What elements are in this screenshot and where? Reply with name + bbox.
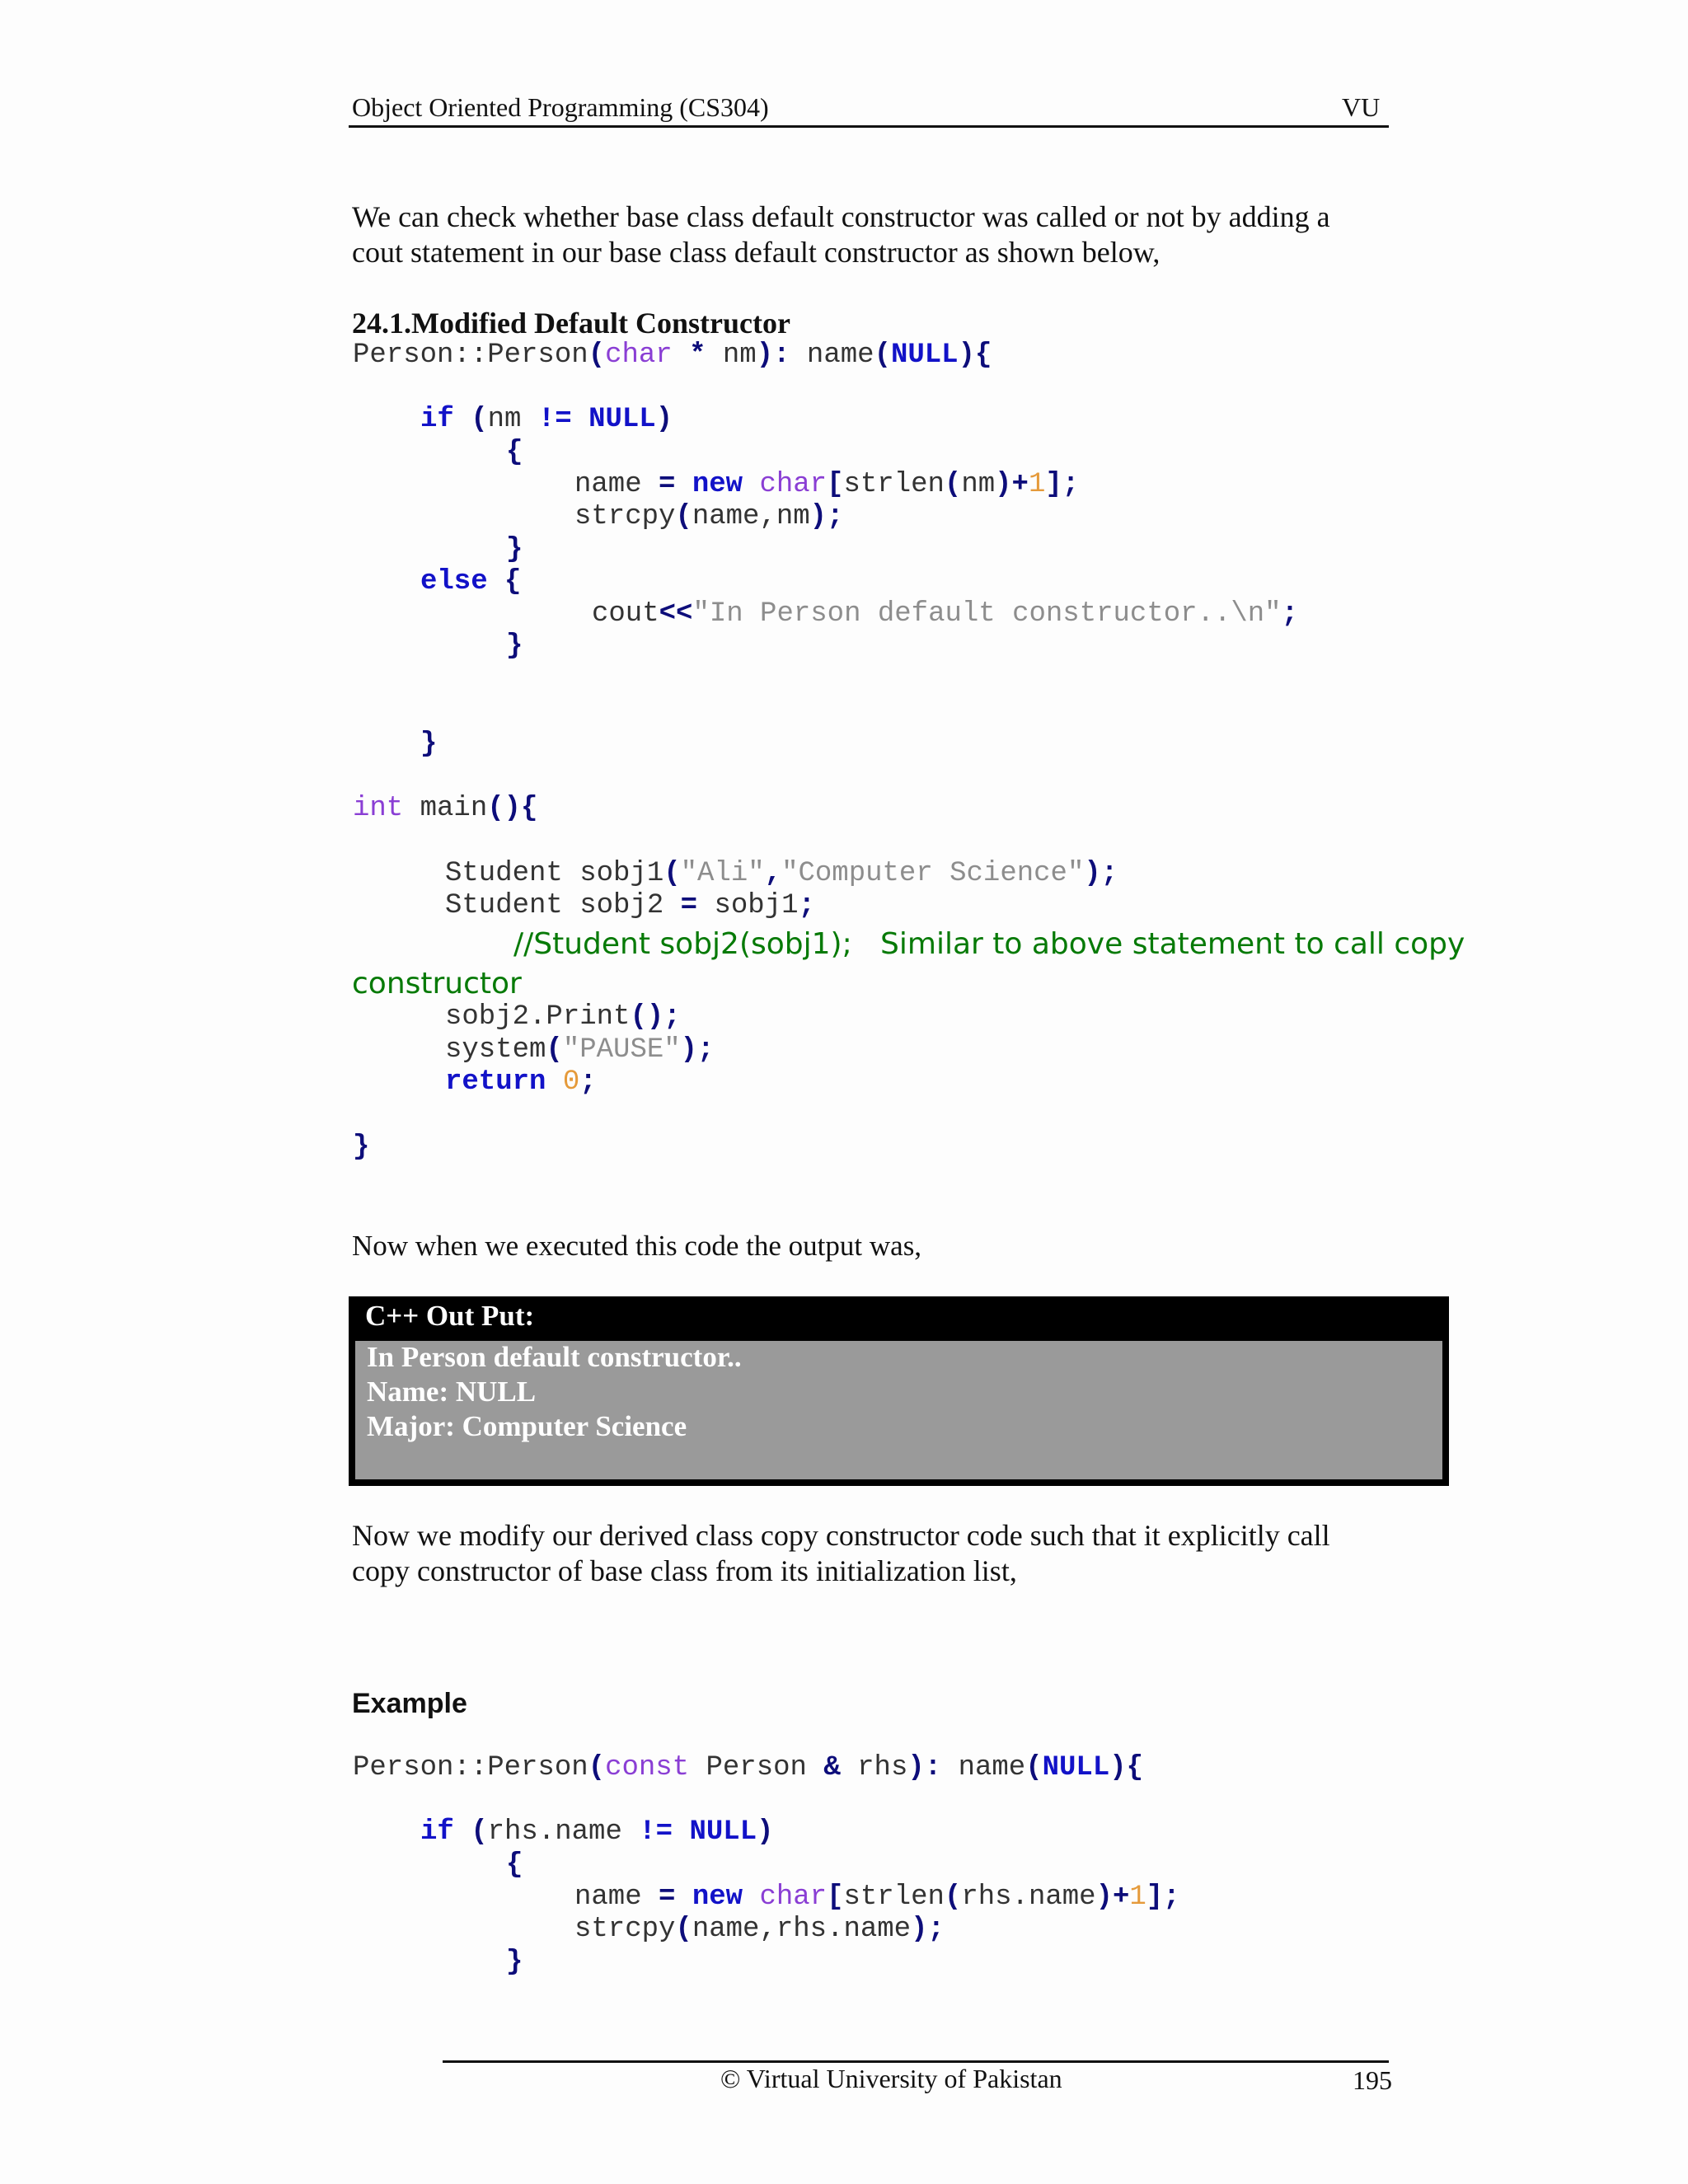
code-token: "Ali" <box>680 858 765 889</box>
output-line: In Person default constructor.. <box>367 1341 742 1373</box>
output-box-title: C++ Out Put: <box>365 1300 535 1332</box>
page-header-title: Object Oriented Programming (CS304) <box>352 92 769 122</box>
code-token: main <box>403 793 488 824</box>
code-token: << <box>659 598 693 630</box>
code-token: rhs <box>840 1752 908 1783</box>
code-token: { <box>506 437 523 468</box>
code-token: != <box>639 1816 673 1848</box>
code-token: = <box>680 890 698 921</box>
code-line <box>445 858 1118 890</box>
code-token: ( <box>1025 1752 1043 1783</box>
page-number: 195 <box>1353 2065 1392 2095</box>
code-token: * <box>689 340 706 371</box>
code-token: ){ <box>958 340 992 371</box>
code-token: } <box>506 630 523 662</box>
code-token: strlen <box>843 1882 945 1913</box>
code-token: Student sobj1 <box>445 858 664 889</box>
code-token: ( <box>675 501 692 532</box>
modify-line-1: Now we modify our derived class copy constructor code such that it explicitly call <box>352 1519 1330 1552</box>
code-line <box>574 469 1079 501</box>
code-line <box>445 1001 681 1033</box>
code-token: system <box>445 1034 546 1066</box>
code-token: name <box>790 340 874 371</box>
code-token: NULL <box>689 1816 757 1848</box>
code-line <box>420 404 673 436</box>
code-token: name <box>941 1752 1026 1783</box>
output-line: Name: NULL <box>367 1376 537 1408</box>
code-token: (); <box>630 1001 681 1033</box>
code-token: { <box>506 1849 523 1881</box>
code-token <box>743 1882 759 1913</box>
code-line <box>353 793 537 825</box>
code-line <box>506 630 523 663</box>
code-token: strcpy <box>574 501 676 532</box>
code-token <box>743 469 759 500</box>
code-token: ); <box>1084 858 1118 889</box>
code-token: ( <box>944 469 962 500</box>
code-line <box>506 437 523 469</box>
code-line <box>574 501 843 533</box>
code-token: char <box>759 469 828 500</box>
code-token: [ <box>827 469 844 500</box>
code-token: ( <box>471 404 488 435</box>
code-token: ; <box>798 890 815 921</box>
code-token: Student sobj2 <box>445 890 681 921</box>
code-token: )+ <box>995 469 1029 500</box>
code-token: ( <box>546 1034 563 1066</box>
code-token: ) <box>757 1816 774 1848</box>
intro-line-2: cout statement in our base class default constructor as shown below, <box>352 236 1160 269</box>
code-token: 1 <box>1129 1882 1146 1913</box>
code-token: ; <box>1281 598 1298 630</box>
code-line <box>592 598 1298 630</box>
code-token: ); <box>911 1914 945 1945</box>
code-token: return <box>445 1066 546 1098</box>
code-line <box>506 1849 523 1882</box>
code-line <box>506 1947 523 1979</box>
output-intro: Now when we executed this code the output was, <box>352 1230 922 1262</box>
code-token: ){ <box>1109 1752 1144 1783</box>
example-heading: Example <box>352 1688 467 1719</box>
code-token: strlen <box>843 469 945 500</box>
code-token: ( <box>588 1752 606 1783</box>
code-token <box>546 1066 562 1098</box>
code-token: )+ <box>1095 1882 1130 1913</box>
code-token: int <box>353 793 404 824</box>
code-token: NULL <box>890 340 959 371</box>
code-token: != <box>537 404 572 435</box>
code-token: ]; <box>1146 1882 1180 1913</box>
code-comment-line-2: constructor <box>352 967 522 1001</box>
code-token: ( <box>588 340 606 371</box>
code-line <box>420 566 521 598</box>
code-token: } <box>420 729 438 760</box>
code-token: , <box>764 858 782 889</box>
code-token: ): <box>907 1752 942 1783</box>
code-token: new <box>692 1882 743 1913</box>
code-token: 1 <box>1028 469 1046 500</box>
code-token <box>675 1882 692 1913</box>
code-token: if <box>420 1816 454 1848</box>
code-line <box>420 1816 774 1849</box>
code-token: char <box>759 1882 828 1913</box>
code-token: ; <box>579 1066 597 1098</box>
code-token: name <box>574 1882 659 1913</box>
code-token: sobj2.Print <box>445 1001 631 1033</box>
code-token: Person::Person <box>353 340 588 371</box>
code-line <box>420 729 437 761</box>
code-token: name,nm <box>692 501 810 532</box>
code-token: Person <box>689 1752 824 1783</box>
code-token: ); <box>680 1034 715 1066</box>
code-token: } <box>506 534 523 565</box>
code-token <box>673 1816 689 1848</box>
code-token: (){ <box>487 793 538 824</box>
code-token <box>454 404 471 435</box>
code-line <box>574 1914 945 1946</box>
header-rule <box>349 125 1389 128</box>
code-token: strcpy <box>574 1914 676 1945</box>
code-token: ( <box>663 858 681 889</box>
code-token: { <box>504 566 522 598</box>
code-token <box>488 566 504 598</box>
code-token: [ <box>827 1882 844 1913</box>
code-token <box>454 1816 471 1848</box>
code-line <box>445 890 815 922</box>
code-token: 0 <box>562 1066 580 1098</box>
code-line <box>445 1066 597 1099</box>
code-token: & <box>823 1752 841 1783</box>
code-token: name <box>574 469 659 500</box>
section-heading: 24.1.Modified Default Constructor <box>352 307 790 340</box>
code-token: ( <box>471 1816 488 1848</box>
code-token: = <box>659 469 676 500</box>
code-token: char <box>605 340 673 371</box>
code-token <box>673 340 689 371</box>
intro-line-1: We can check whether base class default constructor was called or not by adding a <box>352 200 1330 233</box>
output-box <box>349 1296 1449 1486</box>
code-token: } <box>353 1132 370 1163</box>
code-token: nm <box>706 340 757 371</box>
code-token: ( <box>944 1882 962 1913</box>
code-line <box>574 1882 1180 1914</box>
code-comment-line-1: //Student sobj2(sobj1); Similar to above statement to call copy <box>513 927 1465 961</box>
code-token: name,rhs.name <box>692 1914 912 1945</box>
output-box-body <box>355 1341 1442 1479</box>
code-token: NULL <box>1042 1752 1110 1783</box>
code-token: rhs.name <box>961 1882 1096 1913</box>
code-line <box>506 534 523 566</box>
code-token: NULL <box>588 404 656 435</box>
code-token: ); <box>809 501 844 532</box>
code-token: "In Person default constructor..\n" <box>692 598 1282 630</box>
code-token: "Computer Science" <box>781 858 1085 889</box>
code-line <box>353 340 992 372</box>
output-line: Major: Computer Science <box>367 1410 687 1442</box>
modify-line-2: copy constructor of base class from its initialization list, <box>352 1554 1017 1587</box>
code-token: new <box>692 469 743 500</box>
code-token: = <box>659 1882 676 1913</box>
code-line <box>445 1034 714 1066</box>
code-token: Person::Person <box>353 1752 588 1783</box>
code-token: ): <box>756 340 790 371</box>
code-line <box>353 1132 369 1164</box>
footer-copyright: © Virtual University of Pakistan <box>720 2064 1062 2093</box>
code-token: if <box>420 404 454 435</box>
code-token: sobj1 <box>697 890 799 921</box>
code-token: ( <box>874 340 891 371</box>
code-token: rhs.name <box>487 1816 640 1848</box>
code-token: } <box>506 1947 523 1978</box>
code-token: nm <box>961 469 996 500</box>
code-token <box>675 469 692 500</box>
code-token: cout <box>592 598 659 630</box>
code-token: ( <box>675 1914 692 1945</box>
code-token <box>572 404 588 435</box>
code-token: "PAUSE" <box>562 1034 681 1066</box>
footer-rule <box>443 2060 1389 2063</box>
code-token: const <box>605 1752 690 1783</box>
code-line <box>353 1752 1143 1784</box>
code-token: nm <box>487 404 538 435</box>
code-token: ) <box>655 404 673 435</box>
code-token: else <box>420 566 488 598</box>
code-token: ]; <box>1045 469 1080 500</box>
page-header-vu: VU <box>1342 92 1381 122</box>
